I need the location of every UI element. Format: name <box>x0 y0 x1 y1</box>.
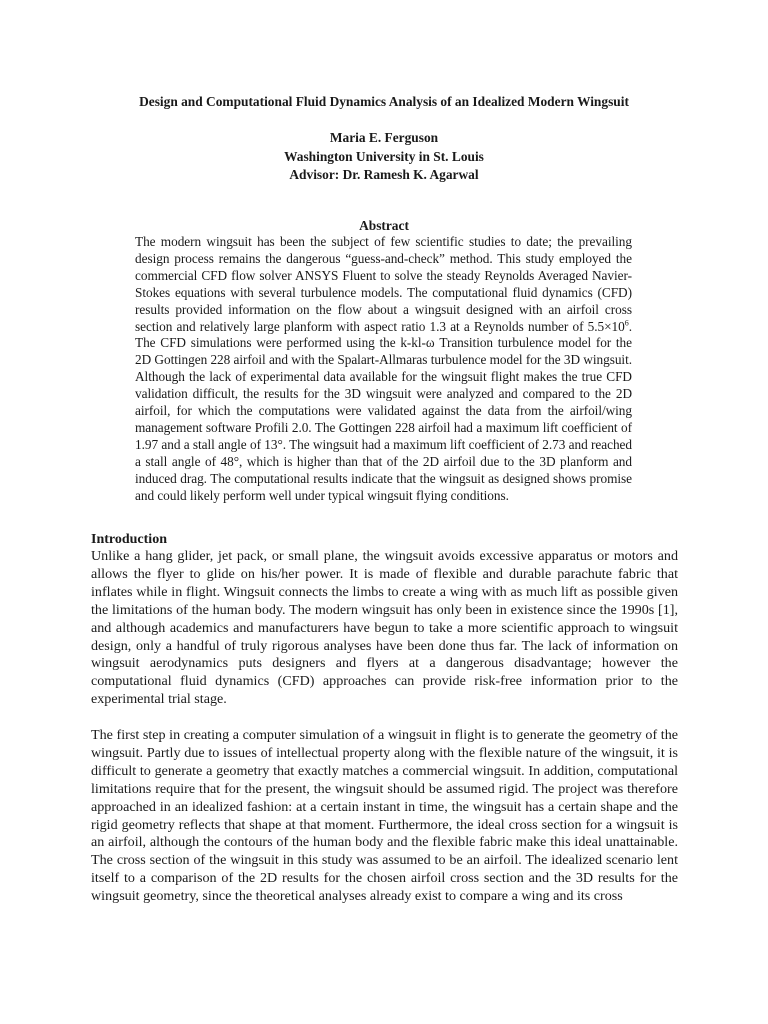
author-name: Maria E. Ferguson <box>329 130 439 145</box>
abstract-text-part1: The modern wingsuit has been the subject of few scientific studies to date; the prevailing design process remains the dangerous “guess-and-check” method. This study employed the commercial CFD flow solver ANSYS Fluent to solve the steady Reynolds Averaged Navier-Stokes equations with several turbulence models. The computational fluid dynamics (CFD) results provided information on the flow about a wingsuit designed with an airfoil cross section and relatively large planform with aspect ratio 1.3 at a Reynolds number of 5.5×10 <box>135 234 632 334</box>
introduction-heading: Introduction <box>91 532 167 547</box>
introduction-paragraph-2: The first step in creating a computer simulation of a wingsuit in flight is to generate the geometry of the wingsuit. Partly due to issues of intellectual property along with the flexible nature of the wingsuit, it is difficult to generate a geometry that exactly matches a commercial wingsuit. In addition, computational limitations require that for the present, the wingsuit should be assumed rigid. The project was therefore approached in an idealized fashion: at a certain instant in time, the wingsuit has a certain shape and the rigid geometry reflects that shape at that moment. Furthermore, the ideal cross section for a wingsuit is an airfoil, although the contours of the human body and the flexible fabric make this ideal unattainable. The cross section of the wingsuit in this study was assumed to be an airfoil. The idealized scenario lent itself to a comparison of the 2D results for the chosen airfoil cross section and the 3D results for the wingsuit geometry, since the theoretical analyses already exist to compare a wing and its cross <box>91 727 678 905</box>
abstract-body <box>135 234 632 505</box>
abstract-exponent: 6 <box>624 318 629 328</box>
introduction-paragraph-1: Unlike a hang glider, jet pack, or small plane, the wingsuit avoids excessive apparatus or motors and allows the flyer to glide on his/her power. It is made of flexible and durable parachute fabric that inflates while in flight. Wingsuit connects the limbs to create a wing with as much lift as possible given the limitations of the human body. The modern wingsuit has only been in existence since the 1990s [1], and although academics and manufacturers have begun to take a more scientific approach to wingsuit design, only a handful of truly rigorous analyses have been done thus far. The lack of information on wingsuit aerodynamics puts designers and flyers at a dangerous disadvantage; however the computational fluid dynamics (CFD) approaches can provide risk-free information prior to the experimental trial stage. <box>91 548 678 708</box>
abstract-heading: Abstract <box>359 218 409 233</box>
paper-title: Design and Computational Fluid Dynamics Analysis of an Idealized Modern Wingsuit <box>139 94 629 109</box>
author-affiliation: Washington University in St. Louis <box>284 148 484 164</box>
advisor-name: Advisor: Dr. Ramesh K. Agarwal <box>289 167 479 182</box>
author-block <box>0 129 768 185</box>
abstract-text-part2: . The CFD simulations were performed using the k-kl-ω Transition turbulence model for the 2D Gottingen 228 airfoil and with the Spalart-Allmaras turbulence model for the 3D wingsuit. Although the lack of experimental data available for the wingsuit flight makes the true CFD validation difficult, the results for the 3D wingsuit were analyzed and compared to the 2D airfoil, for which the computations were validated against the data from the airfoil/wing management software Profili 2.0. The Gottingen 228 airfoil had a maximum lift coefficient of 1.97 and a stall angle of 13°. The wingsuit had a maximum lift coefficient of 2.73 and reached a stall angle of 48°, which is higher than that of the 2D airfoil due to the 3D planform and induced drag. The computational results indicate that the wingsuit as designed shows promise and could likely perform well under typical wingsuit flying conditions. <box>135 318 632 503</box>
